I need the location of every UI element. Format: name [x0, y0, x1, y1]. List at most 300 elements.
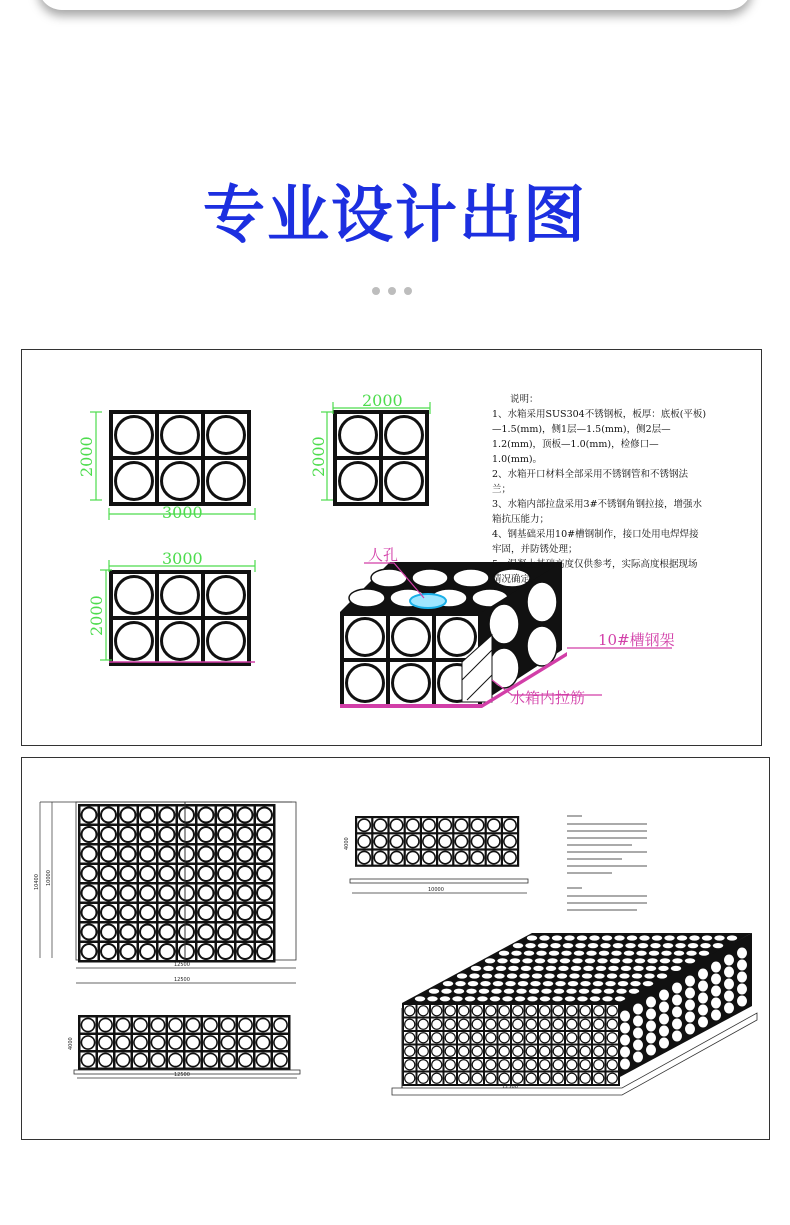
iso2-top-bulge — [429, 989, 439, 994]
iso2-top-bulge — [533, 966, 543, 971]
iso2-right-bulge — [620, 1047, 630, 1058]
front-panel-bulge — [239, 1036, 252, 1049]
iso2-top-bulge — [619, 973, 629, 978]
iso2-front-panel-bulge — [513, 1033, 523, 1043]
iso2-top-bulge — [471, 966, 481, 971]
plan-panel-bulge — [140, 847, 155, 862]
plan-panel-bulge — [160, 925, 175, 940]
tank-c-panel-bulge — [208, 623, 245, 660]
iso2-top-bulge — [610, 958, 620, 963]
iso2-top-bulge — [480, 981, 490, 986]
plan-panel-bulge — [101, 808, 116, 823]
iso2-top-bulge — [577, 935, 587, 940]
iso2-front-panel-bulge — [553, 1006, 563, 1016]
drawing-panel-small-tanks — [21, 349, 762, 746]
iso2-right-bulge — [711, 962, 721, 973]
iso2-top-bulge — [525, 943, 535, 948]
iso2-top-bulge — [591, 989, 601, 994]
plan-panel-bulge — [257, 905, 272, 920]
iso2-front-panel-bulge — [459, 1033, 469, 1043]
iso2-top-bulge — [613, 943, 623, 948]
iso2-top-bulge — [588, 943, 598, 948]
iso2-top-bulge — [415, 996, 425, 1001]
iso2-right-bulge — [685, 988, 695, 999]
iso2-top-bulge — [499, 951, 509, 956]
iso2-top-bulge — [565, 996, 575, 1001]
iso2-front-panel-bulge — [486, 1073, 496, 1083]
plan-panel-bulge — [160, 905, 175, 920]
iso2-right-bulge — [711, 974, 721, 985]
iso2-top-bulge — [675, 943, 685, 948]
iso2-top-bulge — [502, 996, 512, 1001]
iso2-front-panel-bulge — [540, 1006, 550, 1016]
iso2-top-bulge — [494, 973, 504, 978]
large-tank-front-view — [74, 1015, 300, 1074]
front-panel-bulge — [99, 1053, 112, 1066]
iso2-right-bulge — [711, 998, 721, 1009]
iso2-front-panel-bulge — [459, 1060, 469, 1070]
iso2-top-bulge — [527, 935, 537, 940]
tank-b-height-label: 2000 — [309, 436, 328, 477]
iso-top-bulge — [412, 569, 448, 587]
carousel-dot[interactable] — [372, 287, 380, 295]
iso2-right-bulge — [659, 1026, 669, 1037]
iso2-top-bulge — [550, 943, 560, 948]
plan-panel-bulge — [199, 925, 214, 940]
iso2-top-bulge — [608, 966, 618, 971]
plan-panel-bulge — [121, 827, 136, 842]
iso2-front-panel-bulge — [499, 1060, 509, 1070]
iso2-top-bulge — [582, 973, 592, 978]
iso2-front-panel-bulge — [432, 1046, 442, 1056]
iso2-front-panel-bulge — [594, 1060, 604, 1070]
front-panel-bulge — [221, 1036, 234, 1049]
plan-panel-bulge — [199, 944, 214, 959]
side-panel-bulge — [390, 835, 402, 847]
iso2-top-bulge — [616, 989, 626, 994]
front-panel-bulge — [239, 1018, 252, 1031]
plan-panel-bulge — [179, 944, 194, 959]
tank-b-panel-bulge — [386, 417, 423, 454]
iso-front-panel-bulge — [393, 619, 430, 656]
plan-panel-bulge — [238, 925, 253, 940]
tank-c-panel-bulge — [162, 577, 199, 614]
front-panel-bulge — [169, 1018, 182, 1031]
iso2-top-bulge — [579, 989, 589, 994]
iso2-top-bulge — [454, 989, 464, 994]
iso2-front-panel-bulge — [553, 1019, 563, 1029]
front-panel-bulge — [221, 1053, 234, 1066]
front-panel-bulge — [239, 1053, 252, 1066]
iso2-front-panel-bulge — [526, 1073, 536, 1083]
iso2-top-bulge — [552, 996, 562, 1001]
iso2-top-bulge — [589, 935, 599, 940]
iso2-right-bulge — [659, 1038, 669, 1049]
iso2-front-panel-bulge — [486, 1033, 496, 1043]
iso2-front-panel-bulge — [418, 1033, 428, 1043]
iso2-top-bulge — [522, 958, 532, 963]
iso2-top-bulge — [544, 973, 554, 978]
iso2-right-bulge — [672, 1007, 682, 1018]
iso2-top-bulge — [457, 973, 467, 978]
tank-c-panel-bulge — [162, 623, 199, 660]
tank-c-height-label: 2000 — [87, 595, 106, 636]
plan-panel-bulge — [199, 827, 214, 842]
plan-panel-bulge — [218, 925, 233, 940]
front-panel-bulge — [116, 1018, 129, 1031]
plan-panel-bulge — [218, 905, 233, 920]
iso2-top-bulge — [627, 935, 637, 940]
iso2-top-bulge — [511, 951, 521, 956]
iso2-top-bulge — [594, 973, 604, 978]
iso2-top-bulge — [572, 958, 582, 963]
iso2-top-bulge — [521, 966, 531, 971]
iso2-top-bulge — [727, 935, 737, 940]
iso2-front-panel-bulge — [526, 1033, 536, 1043]
iso2-right-bulge — [698, 981, 708, 992]
iso2-top-bulge — [674, 951, 684, 956]
iso2-top-bulge — [649, 951, 659, 956]
iso-front-panel-bulge — [347, 665, 384, 702]
iso2-top-bulge — [575, 943, 585, 948]
iso2-right-bulge — [633, 1040, 643, 1051]
plan-panel-bulge — [140, 808, 155, 823]
iso2-front-panel-bulge — [445, 1073, 455, 1083]
front-panel-bulge — [256, 1053, 269, 1066]
iso2-top-bulge — [455, 981, 465, 986]
iso2-top-bulge — [625, 943, 635, 948]
iso2-top-bulge — [557, 973, 567, 978]
plan-panel-bulge — [199, 847, 214, 862]
iso2-front-panel-bulge — [486, 1060, 496, 1070]
iso2-front-panel-bulge — [540, 1060, 550, 1070]
iso2-top-bulge — [507, 973, 517, 978]
carousel-dot[interactable] — [404, 287, 412, 295]
iso2-right-bulge — [685, 1024, 695, 1035]
iso2-top-bulge — [600, 943, 610, 948]
front-panel-bulge — [274, 1018, 287, 1031]
plan-panel-bulge — [140, 944, 155, 959]
side-panel-bulge — [374, 835, 386, 847]
iso2-front-panel-bulge — [594, 1073, 604, 1083]
iso2-front-panel-bulge — [594, 1046, 604, 1056]
iso2-front-panel-bulge — [580, 1073, 590, 1083]
iso2-front-panel-bulge — [472, 1046, 482, 1056]
iso2-right-bulge — [633, 1004, 643, 1015]
plan-panel-bulge — [140, 905, 155, 920]
front-panel-bulge — [204, 1053, 217, 1066]
tank-c-width-label: 3000 — [162, 549, 203, 568]
plan-width-label-2: 12500 — [174, 977, 190, 983]
iso-top-bulge — [453, 569, 489, 587]
tank-a-elevation — [109, 410, 251, 506]
page-title: 专业设计出图 — [202, 178, 587, 251]
drawing-panel-large-tank — [21, 757, 770, 1140]
iso2-top-bulge — [554, 989, 564, 994]
front-panel-bulge — [274, 1036, 287, 1049]
iso2-top-bulge — [427, 996, 437, 1001]
iso2-right-bulge — [724, 1003, 734, 1014]
iso2-front-panel-bulge — [472, 1073, 482, 1083]
iso2-top-bulge — [468, 981, 478, 986]
iso2-front-panel-bulge — [472, 1019, 482, 1029]
tank-b-panel-bulge — [340, 463, 377, 500]
iso2-top-bulge — [597, 958, 607, 963]
iso2-top-bulge — [685, 958, 695, 963]
iso2-top-bulge — [482, 973, 492, 978]
front-panel-bulge — [256, 1018, 269, 1031]
plan-panel-bulge — [179, 847, 194, 862]
plan-panel-bulge — [101, 847, 116, 862]
iso2-front-panel-bulge — [526, 1046, 536, 1056]
iso2-right-bulge — [698, 1005, 708, 1016]
iso2-front-panel-bulge — [567, 1033, 577, 1043]
tank-a-width-label: 3000 — [162, 503, 203, 522]
iso2-front-panel-bulge — [499, 1073, 509, 1083]
iso2-top-bulge — [560, 958, 570, 963]
plan-panel-bulge — [257, 847, 272, 862]
iso2-top-bulge — [516, 989, 526, 994]
carousel-dots[interactable] — [372, 280, 420, 290]
iso2-top-bulge — [538, 943, 548, 948]
iso2-top-bulge — [491, 989, 501, 994]
iso2-right-bulge — [646, 997, 656, 1008]
plan-panel-bulge — [218, 886, 233, 901]
iso2-front-panel-bulge — [405, 1019, 415, 1029]
iso2-top-bulge — [618, 981, 628, 986]
plan-panel-bulge — [121, 866, 136, 881]
iso2-right-bulge — [698, 1017, 708, 1028]
iso2-top-bulge — [532, 973, 542, 978]
front-panel-bulge — [116, 1036, 129, 1049]
notes-item: 1、水箱采用SUS304不锈钢板，板厚：底板(平板)—1.5(mm)，侧1层—1.5(mm)，侧2层—1.2(mm)，顶板—1.0(mm)，检修口—1.0(mm)。 — [492, 409, 707, 465]
iso2-front-panel-bulge — [445, 1046, 455, 1056]
iso2-top-bulge — [714, 935, 724, 940]
iso2-top-bulge — [622, 958, 632, 963]
iso2-top-bulge — [493, 981, 503, 986]
side-panel-bulge — [407, 851, 419, 863]
side-panel-bulge — [504, 819, 516, 831]
iso2-top-bulge — [563, 943, 573, 948]
iso2-top-bulge — [541, 989, 551, 994]
iso-front-panel-bulge — [347, 619, 384, 656]
tank-b-panel-bulge — [386, 463, 423, 500]
notes-item: 3、水箱内部拉盘采用3#不锈钢角钢拉接，增强水箱抗压能力； — [492, 499, 703, 525]
iso2-front-panel-bulge — [580, 1006, 590, 1016]
front-panel-bulge — [134, 1018, 147, 1031]
iso2-top-bulge — [664, 935, 674, 940]
side-panel-bulge — [423, 851, 435, 863]
side-panel-bulge — [407, 835, 419, 847]
iso2-top-bulge — [569, 973, 579, 978]
side-panel-bulge — [488, 819, 500, 831]
plan-panel-bulge — [218, 847, 233, 862]
tank-a-panel-bulge — [116, 417, 153, 454]
iso2-top-bulge — [580, 981, 590, 986]
front-panel-bulge — [204, 1018, 217, 1031]
iso2-front-panel-bulge — [418, 1019, 428, 1029]
iso2-top-bulge — [624, 951, 634, 956]
iso2-top-bulge — [555, 981, 565, 986]
iso2-front-panel-bulge — [432, 1033, 442, 1043]
plan-panel-bulge — [82, 866, 97, 881]
iso2-front-panel-bulge — [432, 1006, 442, 1016]
iso2-right-bulge — [724, 979, 734, 990]
front-panel-bulge — [81, 1018, 94, 1031]
iso2-top-bulge — [549, 951, 559, 956]
front-panel-bulge — [221, 1018, 234, 1031]
tank-c-panel-bulge — [208, 577, 245, 614]
tank-a-panel-bulge — [208, 417, 245, 454]
iso2-top-bulge — [561, 951, 571, 956]
iso2-top-bulge — [699, 951, 709, 956]
iso2-right-bulge — [633, 1016, 643, 1027]
side-base — [350, 879, 528, 883]
iso2-front-panel-bulge — [513, 1046, 523, 1056]
plan-panel-bulge — [218, 808, 233, 823]
side-panel-bulge — [374, 819, 386, 831]
iso2-top-bulge — [689, 935, 699, 940]
front-panel-bulge — [99, 1018, 112, 1031]
iso2-front-panel-bulge — [553, 1073, 563, 1083]
iso2-top-bulge — [564, 935, 574, 940]
iso2-top-bulge — [583, 966, 593, 971]
iso2-front-panel-bulge — [540, 1073, 550, 1083]
iso2-top-bulge — [483, 966, 493, 971]
large-tank-plan-view — [76, 802, 296, 963]
notes-item: 2、水箱开口材料全部采用不锈钢管和不锈钢法兰； — [492, 469, 689, 495]
front-height-label: 4000 — [68, 1037, 74, 1050]
iso2-right-bulge — [620, 1059, 630, 1070]
plan-panel-bulge — [199, 866, 214, 881]
plan-panel-bulge — [160, 866, 175, 881]
plan-panel-bulge — [257, 944, 272, 959]
iso2-front-panel-bulge — [472, 1033, 482, 1043]
iso2-top-bulge — [672, 958, 682, 963]
plan-panel-bulge — [160, 886, 175, 901]
plan-panel-bulge — [101, 925, 116, 940]
plan-panel-bulge — [101, 827, 116, 842]
notes-title: 说明： — [510, 394, 539, 405]
iso2-front-panel-bulge — [580, 1060, 590, 1070]
iso2-top-bulge — [614, 935, 624, 940]
plan-panel-bulge — [257, 808, 272, 823]
plan-panel-bulge — [238, 808, 253, 823]
iso2-top-bulge — [529, 989, 539, 994]
iso2-top-bulge — [643, 981, 653, 986]
iso2-front-panel-bulge — [405, 1006, 415, 1016]
iso2-right-bulge — [711, 986, 721, 997]
iso2-top-bulge — [452, 996, 462, 1001]
carousel-dot[interactable] — [388, 287, 396, 295]
iso-right-bulge — [527, 626, 557, 666]
side-panel-bulge — [407, 819, 419, 831]
plan-panel-bulge — [82, 944, 97, 959]
iso2-top-bulge — [571, 966, 581, 971]
iso2-top-bulge — [519, 973, 529, 978]
plan-panel-bulge — [101, 866, 116, 881]
plan-panel-bulge — [257, 866, 272, 881]
plan-panel-bulge — [140, 925, 155, 940]
tank-c-elevation — [109, 570, 251, 666]
iso2-front-panel-bulge — [580, 1046, 590, 1056]
iso2-top-bulge — [536, 951, 546, 956]
front-panel-bulge — [99, 1036, 112, 1049]
iso2-right-bulge — [672, 1031, 682, 1042]
iso-front-panel-bulge — [439, 619, 476, 656]
iso2-front-panel-bulge — [553, 1046, 563, 1056]
plan-panel-bulge — [257, 827, 272, 842]
iso2-front-panel-bulge — [567, 1060, 577, 1070]
plan-panel-bulge — [179, 827, 194, 842]
iso2-top-bulge — [558, 966, 568, 971]
iso2-top-bulge — [630, 981, 640, 986]
iso-front-panel-bulge — [393, 665, 430, 702]
iso2-top-bulge — [497, 958, 507, 963]
iso2-top-bulge — [524, 951, 534, 956]
iso2-top-bulge — [639, 935, 649, 940]
iso2-top-bulge — [593, 981, 603, 986]
iso2-front-panel-bulge — [594, 1006, 604, 1016]
iso2-front-panel-bulge — [499, 1033, 509, 1043]
iso2-right-bulge — [620, 1011, 630, 1022]
plan-panel-bulge — [121, 886, 136, 901]
side-panel-bulge — [439, 851, 451, 863]
iso2-top-bulge — [590, 996, 600, 1001]
iso2-top-bulge — [465, 996, 475, 1001]
iso2-front-panel-bulge — [418, 1046, 428, 1056]
iso2-top-bulge — [441, 989, 451, 994]
iso2-top-bulge — [547, 958, 557, 963]
iso2-front-panel-bulge — [607, 1046, 617, 1056]
front-panel-bulge — [186, 1018, 199, 1031]
plan-panel-bulge — [218, 827, 233, 842]
tank-c-panel-bulge — [116, 577, 153, 614]
iso2-top-bulge — [543, 981, 553, 986]
plan-panel-bulge — [101, 886, 116, 901]
side-panel-bulge — [358, 819, 370, 831]
iso2-top-bulge — [485, 958, 495, 963]
side-panel-bulge — [358, 835, 370, 847]
iso2-front-panel-bulge — [405, 1060, 415, 1070]
iso2-front-panel-bulge — [472, 1060, 482, 1070]
iso2-front-panel-bulge — [432, 1060, 442, 1070]
side-panel-bulge — [455, 835, 467, 847]
iso2-top-bulge — [443, 981, 453, 986]
plan-panel-bulge — [82, 886, 97, 901]
plan-panel-bulge — [238, 944, 253, 959]
iso2-top-bulge — [633, 966, 643, 971]
manhole-callout: 人孔 — [368, 546, 399, 564]
plan-panel-bulge — [179, 866, 194, 881]
iso2-front-panel-bulge — [526, 1060, 536, 1070]
iso2-top-bulge — [661, 951, 671, 956]
design-notes — [492, 392, 707, 587]
iso2-front-panel-bulge — [486, 1006, 496, 1016]
iso2-front-panel-bulge — [540, 1033, 550, 1043]
side-panel-bulge — [439, 819, 451, 831]
plan-panel-bulge — [140, 827, 155, 842]
iso2-right-bulge — [633, 1028, 643, 1039]
plan-height-outer-label: 10400 — [34, 874, 40, 890]
iso2-top-bulge — [552, 935, 562, 940]
iso2-top-bulge — [671, 966, 681, 971]
tank-a-panel-bulge — [162, 417, 199, 454]
large-tank-notes-block — [567, 816, 647, 910]
plan-panel-bulge — [238, 827, 253, 842]
iso2-top-bulge — [602, 935, 612, 940]
plan-panel-bulge — [160, 944, 175, 959]
